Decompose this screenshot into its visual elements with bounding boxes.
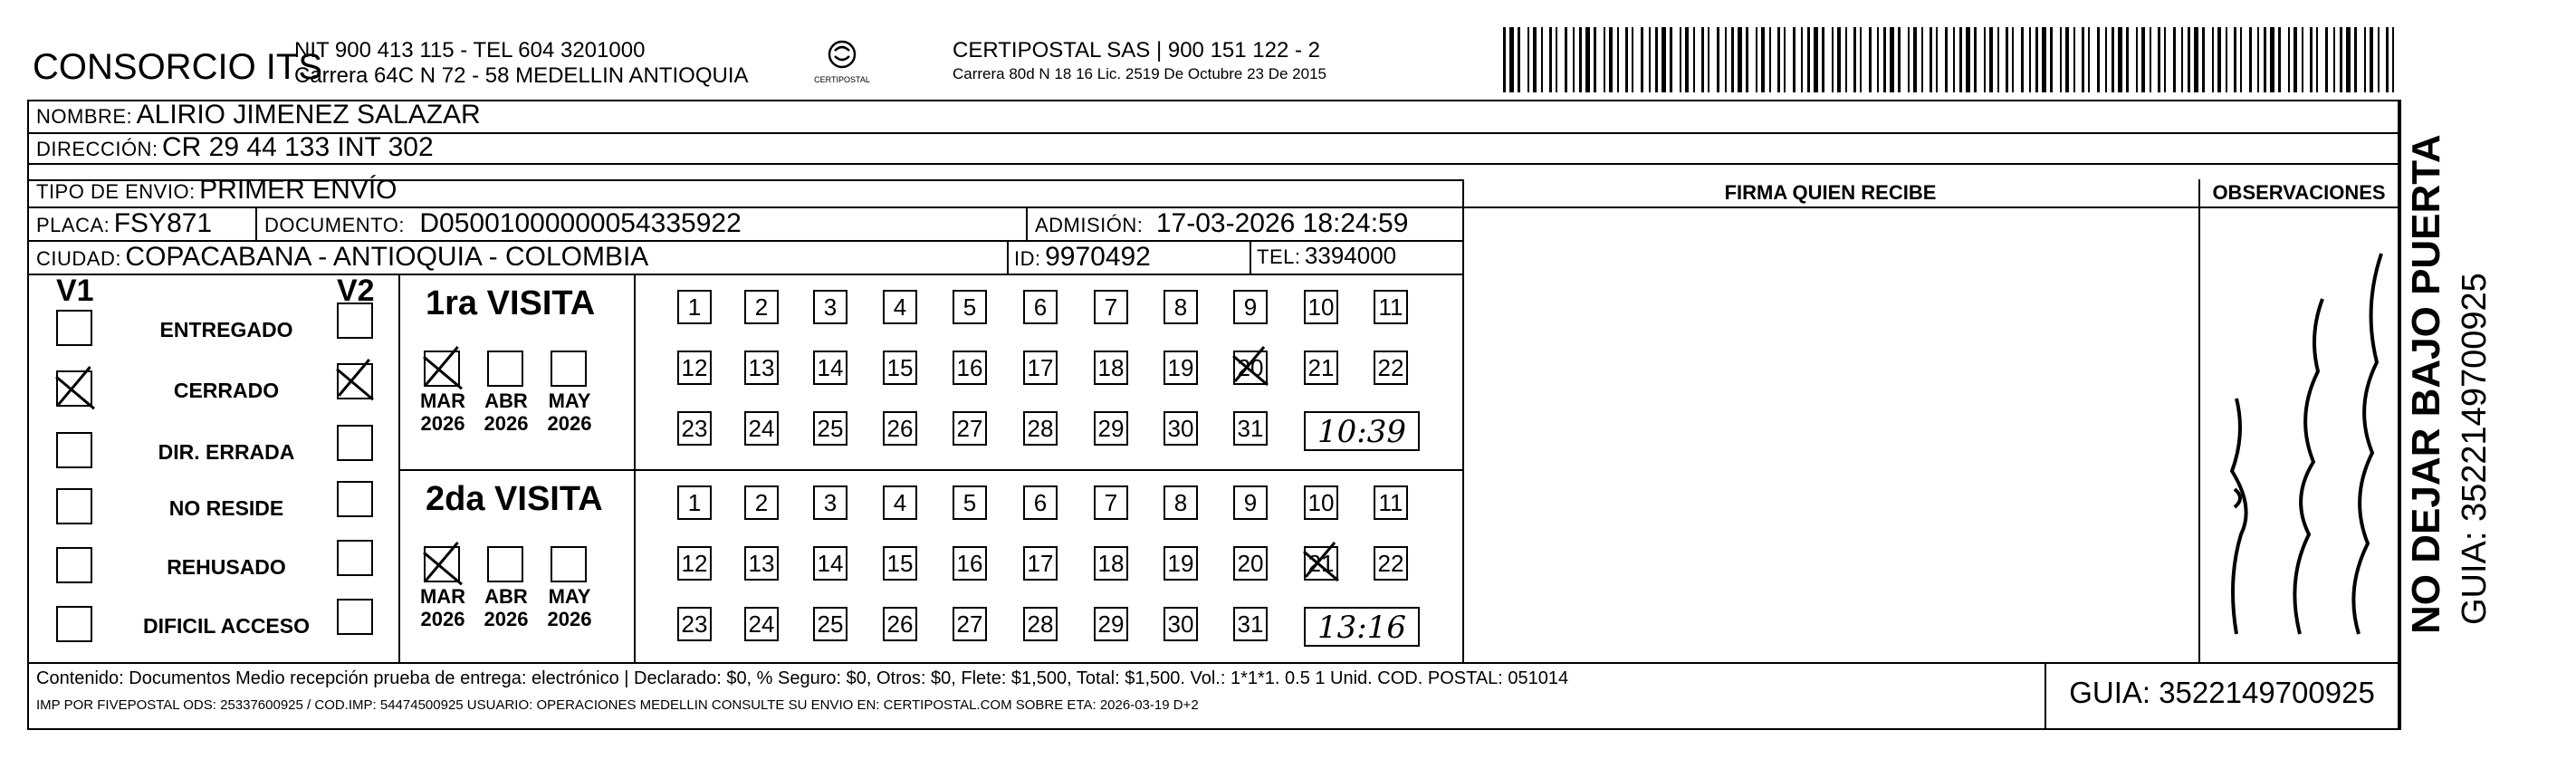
barcode-bar	[1533, 27, 1537, 92]
day-box[interactable]: 12	[677, 351, 712, 385]
barcode-bar	[2073, 27, 2075, 92]
barcode-bar	[2370, 27, 2373, 92]
plate-value: FSY871	[113, 208, 213, 238]
day-box[interactable]: 1	[677, 485, 712, 520]
v2-checkbox[interactable]	[337, 599, 373, 635]
day-box[interactable]: 4	[883, 290, 917, 324]
type-row	[36, 175, 397, 206]
barcode-bar	[1503, 27, 1506, 92]
carrier-logo-text: CERTIPOSTAL	[814, 75, 870, 84]
month-label: MAR 2026	[419, 585, 466, 630]
barcode-bar	[1959, 27, 1962, 92]
month-checkbox[interactable]	[424, 546, 460, 582]
barcode-bar	[1661, 27, 1666, 92]
name-value: ALIRIO JIMENEZ SALAZAR	[136, 100, 481, 130]
barcode-bar	[2212, 27, 2214, 92]
v2-checkbox[interactable]	[337, 303, 373, 339]
day-box[interactable]: 17	[1023, 546, 1058, 581]
day-box[interactable]: 13	[744, 351, 779, 385]
barcode-bar	[1761, 27, 1765, 92]
barcode-bar	[2088, 27, 2090, 92]
v2-checkbox[interactable]	[337, 363, 373, 399]
barcode-bar	[2302, 27, 2303, 92]
check-mark-icon	[1231, 347, 1268, 383]
day-box[interactable]: 15	[883, 351, 917, 385]
barcode-bar	[2105, 27, 2107, 92]
visit-title: 2da VISITA	[426, 480, 603, 518]
city-value: COPACABANA - ANTIOQUIA - COLOMBIA	[125, 242, 649, 272]
day-box[interactable]: 6	[1023, 290, 1058, 324]
barcode-bar	[1527, 27, 1529, 92]
v2-checkbox[interactable]	[337, 540, 373, 576]
barcode-bar	[1974, 27, 1977, 92]
barcode-bar	[1617, 27, 1619, 92]
day-box[interactable]: 10	[1304, 485, 1338, 520]
day-box[interactable]: 23	[677, 411, 712, 446]
v1-checkbox[interactable]	[56, 310, 92, 346]
barcode-bar	[1837, 27, 1841, 92]
plate-row	[36, 208, 212, 239]
document-value: D05001000000054335922	[419, 208, 742, 238]
type-label: TIPO DE ENVIO:	[36, 180, 196, 203]
tel-row	[1257, 242, 1396, 270]
day-box[interactable]: 25	[813, 411, 847, 446]
month-label: MAY 2026	[547, 585, 592, 630]
day-box[interactable]: 10	[1304, 290, 1338, 324]
barcode-bar	[2234, 27, 2236, 92]
tel-value: 3394000	[1304, 242, 1397, 269]
day-box[interactable]: 3	[813, 485, 847, 520]
day-box[interactable]: 24	[744, 607, 779, 641]
day-box[interactable]: 23	[677, 607, 712, 641]
barcode-bar	[1945, 27, 1948, 92]
barcode-bar	[1680, 27, 1681, 92]
day-box[interactable]: 22	[1374, 546, 1408, 581]
barcode-bar	[1777, 27, 1780, 92]
barcode-bar	[2021, 27, 2024, 92]
v2-checkbox[interactable]	[337, 425, 373, 461]
day-box[interactable]: 19	[1164, 546, 1198, 581]
check-mark-icon	[335, 360, 373, 398]
id-row	[1014, 242, 1151, 273]
barcode-bar	[1860, 27, 1862, 92]
address-value: CR 29 44 133 INT 302	[162, 132, 434, 162]
barcode-bar	[2012, 27, 2014, 92]
barcode-bar	[2354, 27, 2357, 92]
day-box[interactable]: 28	[1023, 607, 1058, 641]
visit-title: 1ra VISITA	[426, 284, 596, 322]
carrier-logo-icon	[810, 38, 874, 74]
barcode-bar	[2181, 27, 2183, 92]
barcode-bar	[2217, 27, 2221, 92]
v1-label: V1	[56, 274, 94, 308]
barcode-bar	[2164, 27, 2166, 92]
observations-handwriting	[2200, 235, 2399, 652]
document-label: DOCUMENTO:	[264, 214, 405, 236]
day-box[interactable]: 12	[677, 546, 712, 581]
barcode-bar	[2340, 27, 2342, 92]
carrier-logo	[810, 38, 874, 85]
day-box[interactable]: 27	[953, 411, 987, 446]
side-warning: NO DEJAR BAJO PUERTA	[2404, 134, 2448, 634]
day-box[interactable]: 2	[744, 485, 779, 520]
barcode-bar	[2035, 27, 2038, 92]
day-box[interactable]: 9	[1233, 290, 1268, 324]
barcode-bar	[2288, 27, 2290, 92]
day-box[interactable]: 7	[1094, 485, 1128, 520]
day-box[interactable]: 30	[1164, 607, 1198, 641]
day-box[interactable]: 20	[1233, 546, 1268, 581]
barcode-bar	[1625, 27, 1628, 92]
barcode-bar	[1898, 27, 1901, 92]
month-checkbox[interactable]	[424, 351, 460, 387]
day-box[interactable]: 19	[1164, 351, 1198, 385]
barcode-bar	[1784, 27, 1786, 92]
day-box[interactable]: 30	[1164, 411, 1198, 446]
barcode-bar	[1822, 27, 1824, 92]
barcode-bar	[2006, 27, 2008, 92]
barcode-bar	[1655, 27, 1658, 92]
company-address: Carrera 64C N 72 - 58 MEDELLIN ANTIOQUIA	[294, 63, 749, 88]
city-row	[36, 242, 648, 273]
day-box[interactable]: 14	[813, 546, 847, 581]
barcode-bar	[2082, 27, 2084, 92]
status-label: DIFICIL ACCESO	[142, 614, 310, 638]
day-box[interactable]: 26	[883, 411, 917, 446]
barcode-bar	[1585, 27, 1590, 92]
v1-checkbox[interactable]	[56, 432, 92, 468]
type-value: PRIMER ENVÍO	[199, 175, 397, 205]
barcode-bar	[1549, 27, 1552, 92]
day-box[interactable]: 25	[813, 607, 847, 641]
status-label: CERRADO	[173, 379, 280, 402]
barcode-bar	[1518, 27, 1520, 92]
barcode-bar	[1936, 27, 1938, 92]
v1-checkbox[interactable]	[56, 547, 92, 583]
day-box[interactable]: 20	[1233, 351, 1268, 385]
barcode-bar	[1930, 27, 1932, 92]
status-label: NO RESIDE	[168, 496, 284, 520]
barcode-bar	[2270, 27, 2274, 92]
admission-label: ADMISIÓN:	[1035, 214, 1144, 236]
barcode-bar	[1738, 27, 1742, 92]
check-mark-icon	[1302, 543, 1338, 579]
barcode-bar	[1953, 27, 1955, 92]
status-label: REHUSADO	[167, 555, 286, 579]
check-mark-icon	[422, 347, 462, 387]
barcode-bar	[2194, 27, 2198, 92]
day-box[interactable]: 8	[1164, 485, 1198, 520]
day-box[interactable]: 14	[813, 351, 847, 385]
barcode-bar	[2249, 27, 2252, 92]
status-label: DIR. ERRADA	[158, 440, 295, 464]
barcode-bar	[2294, 27, 2297, 92]
day-box[interactable]: 13	[744, 546, 779, 581]
month-checkbox[interactable]	[487, 351, 523, 387]
barcode-bar	[2029, 27, 2031, 92]
day-box[interactable]: 31	[1233, 411, 1268, 446]
tel-label: TEL:	[1257, 245, 1301, 268]
admission-row	[1035, 208, 1408, 239]
barcode-bar	[1845, 27, 1847, 92]
barcode-bar	[1685, 27, 1689, 92]
id-value: 9970492	[1045, 242, 1151, 272]
day-box[interactable]: 27	[953, 607, 987, 641]
barcode-bar	[1877, 27, 1879, 92]
barcode-bar	[2112, 27, 2114, 92]
barcode-bar	[2158, 27, 2160, 92]
barcode-bar	[1509, 27, 1514, 92]
day-box[interactable]: 3	[813, 290, 847, 324]
barcode-bar	[2060, 27, 2062, 92]
v1-checkbox[interactable]	[56, 370, 92, 407]
address-row	[36, 132, 434, 163]
barcode-bar	[2364, 27, 2366, 92]
barcode-bar	[2378, 27, 2380, 92]
name-label: NOMBRE:	[36, 105, 133, 128]
day-box[interactable]: 16	[953, 546, 987, 581]
day-box[interactable]: 29	[1094, 411, 1128, 446]
day-box[interactable]: 7	[1094, 290, 1128, 324]
day-box[interactable]: 5	[953, 485, 987, 520]
barcode-bar	[1869, 27, 1872, 92]
barcode-bar	[2316, 27, 2318, 92]
barcode-bar	[2150, 27, 2151, 92]
barcode-bar	[1594, 27, 1596, 92]
day-box[interactable]: 18	[1094, 546, 1128, 581]
barcode-bar	[1573, 27, 1575, 92]
barcode-bar	[1801, 27, 1803, 92]
barcode-bar	[2226, 27, 2227, 92]
barcode-bar	[1649, 27, 1651, 92]
barcode-bar	[1701, 27, 1704, 92]
barcode-bar	[1984, 27, 1986, 92]
day-box[interactable]: 11	[1374, 485, 1408, 520]
barcode-bar	[1604, 27, 1605, 92]
day-box[interactable]: 22	[1374, 351, 1408, 385]
check-mark-icon	[422, 543, 462, 582]
barcode-bar	[1814, 27, 1818, 92]
month-label: ABR 2026	[484, 585, 529, 630]
time-box[interactable]: 13:16	[1304, 607, 1420, 647]
v1-checkbox[interactable]	[56, 606, 92, 642]
barcode-bar	[1641, 27, 1643, 92]
barcode-bar	[2264, 27, 2266, 92]
barcode-bar	[1807, 27, 1810, 92]
v2-label: V2	[337, 274, 375, 308]
barcode-bar	[2392, 27, 2394, 92]
day-box[interactable]: 11	[1374, 290, 1408, 324]
city-label: CIUDAD:	[36, 247, 121, 270]
name-row	[36, 100, 481, 130]
month-label: ABR 2026	[484, 389, 529, 435]
day-box[interactable]: 17	[1023, 351, 1058, 385]
barcode-bar	[1746, 27, 1748, 92]
barcode-bar	[1989, 27, 1993, 92]
observations-header: OBSERVACIONES	[2212, 181, 2386, 204]
barcode-bar	[1565, 27, 1567, 92]
day-box[interactable]: 28	[1023, 411, 1058, 446]
document-row	[264, 208, 742, 239]
signature-header: FIRMA QUIEN RECIBE	[1724, 181, 1937, 204]
id-label: ID:	[1014, 247, 1041, 270]
barcode-bar	[2310, 27, 2313, 92]
day-box[interactable]: 5	[953, 290, 987, 324]
barcode-bar	[1769, 27, 1771, 92]
month-label: MAR 2026	[419, 389, 466, 435]
day-box[interactable]: 21	[1304, 351, 1338, 385]
barcode-bar	[2126, 27, 2129, 92]
barcode-bar	[2042, 27, 2046, 92]
barcode-bar	[2188, 27, 2190, 92]
barcode-bar	[1579, 27, 1582, 92]
barcode-bar	[1717, 27, 1719, 92]
barcode-bar	[1609, 27, 1613, 92]
status-label: ENTREGADO	[159, 318, 293, 341]
barcode-bar	[2118, 27, 2122, 92]
barcode-bar	[2346, 27, 2351, 92]
barcode-bar	[2240, 27, 2242, 92]
barcode-bar	[2386, 27, 2389, 92]
barcode-bar	[2097, 27, 2100, 92]
carrier-name: CERTIPOSTAL SAS | 900 151 122 - 2	[953, 38, 1320, 62]
barcode-bar	[1853, 27, 1856, 92]
barcode-bar	[1708, 27, 1709, 92]
day-box[interactable]: 21	[1304, 546, 1338, 581]
barcode-bar	[1670, 27, 1672, 92]
barcode-bar	[1693, 27, 1695, 92]
v1-checkbox[interactable]	[56, 488, 92, 524]
day-box[interactable]: 26	[883, 607, 917, 641]
day-box[interactable]: 1	[677, 290, 712, 324]
footer-content: Contenido: Documentos Medio recepción prueba de entrega: electrónico | Declarado: $0, % Seguro: $0, Otros: $0, Flete: $1,500, Total: $1,500. Vol.: 1*1*1. 0.5 1 Unid. COD. POSTAL: 051014	[36, 668, 1569, 688]
barcode-bar	[1632, 27, 1633, 92]
barcode-bar	[1966, 27, 1970, 92]
barcode-bar	[2173, 27, 2176, 92]
barcode-bar	[1725, 27, 1727, 92]
barcode-bar	[2257, 27, 2259, 92]
day-box[interactable]: 2	[744, 290, 779, 324]
barcode-bar	[1756, 27, 1757, 92]
admission-value: 17-03-2026 18:24:59	[1155, 208, 1409, 238]
barcode-bar	[1921, 27, 1923, 92]
barcode-bar	[2325, 27, 2328, 92]
check-mark-icon	[54, 367, 94, 407]
barcode-bar	[1793, 27, 1796, 92]
barcode-bar	[2278, 27, 2281, 92]
time-box[interactable]: 10:39	[1304, 411, 1420, 451]
barcode-bar	[2136, 27, 2138, 92]
day-box[interactable]: 24	[744, 411, 779, 446]
month-label: MAY 2026	[547, 389, 592, 435]
footer-guia: GUIA: 3522149700925	[2069, 676, 2375, 709]
barcode-bar	[1908, 27, 1910, 92]
barcode	[1503, 27, 2408, 92]
company-nit: NIT 900 413 115 - TEL 604 3201000	[294, 38, 646, 62]
plate-label: PLACA:	[36, 214, 110, 236]
day-box[interactable]: 18	[1094, 351, 1128, 385]
barcode-bar	[1731, 27, 1734, 92]
side-guia: GUIA: 3522149700925	[2456, 273, 2494, 625]
barcode-bar	[1997, 27, 1999, 92]
month-checkbox[interactable]	[487, 546, 523, 582]
barcode-bar	[2141, 27, 2145, 92]
day-box[interactable]: 6	[1023, 485, 1058, 520]
day-box[interactable]: 9	[1233, 485, 1268, 520]
month-checkbox[interactable]	[551, 351, 587, 387]
address-label: DIRECCIÓN:	[36, 138, 158, 160]
barcode-bar	[1890, 27, 1894, 92]
company-name: CONSORCIO ITS	[33, 47, 323, 87]
barcode-bar	[2065, 27, 2069, 92]
footer-print-info: IMP POR FIVEPOSTAL ODS: 25337600925 / COD.IMP: 54474500925 USUARIO: OPERACIONES MEDELLIN CONSULTE SU ENVIO EN: CERTIPOSTAL.COM SOBRE ETA: 2026-03-19 D+2	[36, 697, 1199, 713]
day-box[interactable]: 15	[883, 546, 917, 581]
day-box[interactable]: 4	[883, 485, 917, 520]
day-box[interactable]: 8	[1164, 290, 1198, 324]
barcode-bar	[1556, 27, 1557, 92]
barcode-bar	[1541, 27, 1543, 92]
barcode-bar	[2202, 27, 2205, 92]
day-box[interactable]: 29	[1094, 607, 1128, 641]
month-checkbox[interactable]	[551, 546, 587, 582]
barcode-bar	[1883, 27, 1886, 92]
v2-checkbox[interactable]	[337, 481, 373, 517]
barcode-bar	[2050, 27, 2053, 92]
barcode-bar	[2333, 27, 2335, 92]
barcode-bar	[1913, 27, 1917, 92]
day-box[interactable]: 16	[953, 351, 987, 385]
day-box[interactable]: 31	[1233, 607, 1268, 641]
barcode-bar	[1832, 27, 1834, 92]
carrier-address: Carrera 80d N 18 16 Lic. 2519 De Octubre 23 De 2015	[953, 65, 1326, 82]
